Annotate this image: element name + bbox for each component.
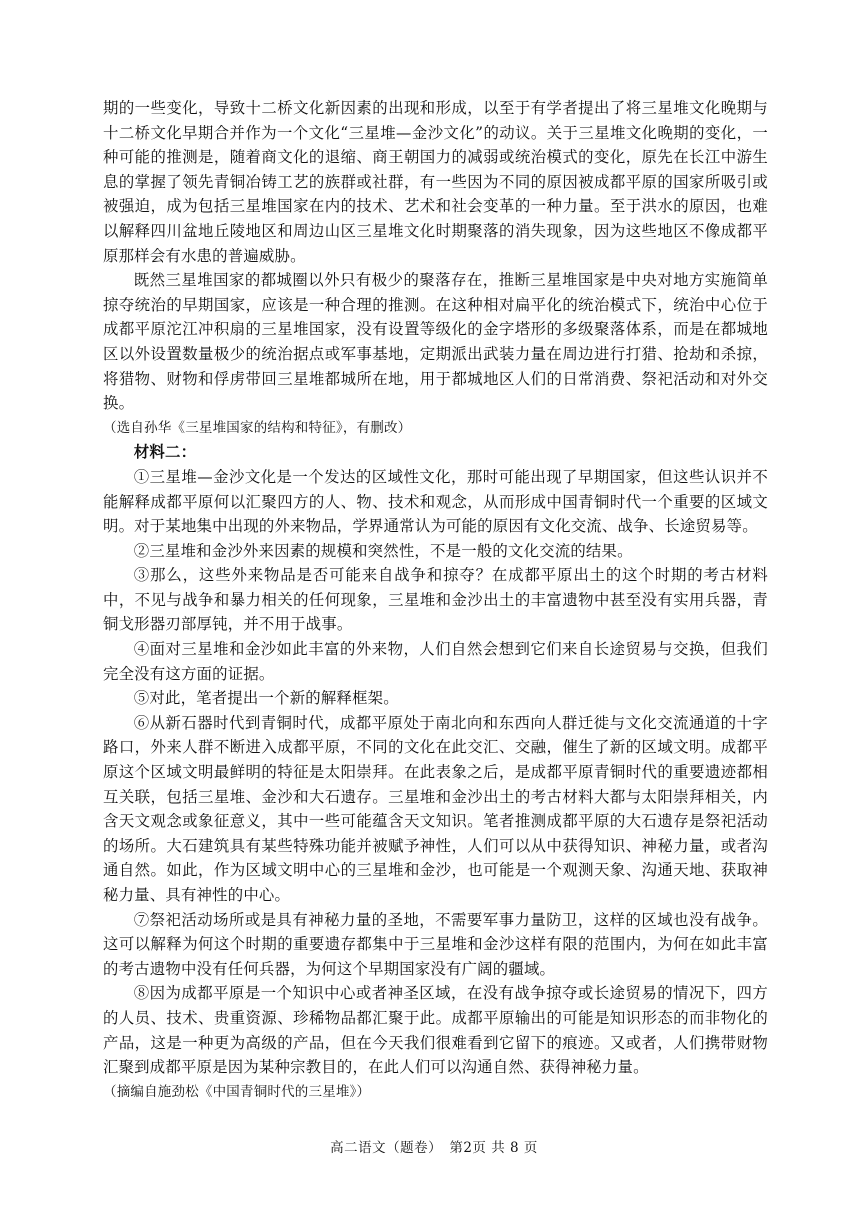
numbered-paragraph-6: ⑥从新石器时代到青铜时代，成都平原处于南北向和东西向人群迁徙与文化交流通道的十字路口，外来人群不断进入成都平原，不同的文化在此交汇、交融，催生了新的区域文明。成都平原这个区域文明最鲜明的特征是太阳崇拜。在此表象之后，是成都平原青铜时代的重要遗迹都相互关联，包括三星堆、金沙和大石遗存。三星堆和金沙出土的考古材料大都与太阳崇拜相关，内含天文观念或象征意义，其中一些可能蕴含天文知识。笔者推测成都平原的大石遗存是祭祀活动的场所。大石建筑具有某些特殊功能并被赋予神性，人们可以从中获得知识、神秘力量，或者沟通自然。如此，作为区域文明中心的三星堆和金沙，也可能是一个观测天象、沟通天地、获取神秘力量、具有神性的中心。	[103, 713, 768, 904]
section-heading-material-2: 材料二：	[133, 443, 197, 462]
numbered-paragraph-7: ⑦祭祀活动场所或是具有神秘力量的圣地，不需要军事力量防卫，这样的区域也没有战争。这可以解释为何这个时期的重要遗存都集中于三星堆和金沙这样有限的范围内，为何在如此丰富的考古遗物中没有任何兵器，为何这个早期国家没有广阔的疆域。	[103, 910, 768, 978]
numbered-paragraph-4: ④面对三星堆和金沙如此丰富的外来物，人们自然会想到它们来自长途贸易与交换，但我们完全没有这方面的证据。	[103, 640, 768, 683]
page-footer: 高二语文（题卷） 第2页 共 8 页	[330, 1140, 538, 1156]
paragraph-continuation: 期的一些变化，导致十二桥文化新因素的出现和形成，以至于有学者提出了将三星堆文化晚期与十二桥文化早期合并作为一个文化“三星堆—金沙文化”的动议。关于三星堆文化晚期的变化，一种可能的推测是，随着商文化的退缩、商王朝国力的减弱或统治模式的变化，原先在长江中游生息的掌握了领先青铜冶铸工艺的族群或社群，有一些因为不同的原因被成都平原的国家所吸引或被强迫，成为包括三星堆国家在内的技术、艺术和社会变革的一种力量。至于洪水的原因，也难以解释四川盆地丘陵地区和周边山区三星堆文化时期聚落的消失现象，因为这些地区不像成都平原那样会有水患的普遍威胁。	[103, 99, 768, 265]
numbered-paragraph-2: ②三星堆和金沙外来因素的规模和突然性，不是一般的文化交流的结果。	[133, 541, 633, 560]
source-citation-2: （摘编自施劲松《中国青铜时代的三星堆》）	[103, 1083, 371, 1100]
numbered-paragraph-3: ③那么，这些外来物品是否可能来自战争和掠夺？在成都平原出土的这个时期的考古材料中，不见与战争和暴力相关的任何现象，三星堆和金沙出土的丰富遗物中甚至没有实用兵器，青铜戈形器刃部厚钝，并不用于战事。	[103, 566, 768, 634]
numbered-paragraph-5: ⑤对此，笔者提出一个新的解释框架。	[133, 689, 399, 708]
source-citation-1: （选自孙华《三星堆国家的结构和特征》，有删改）	[103, 419, 412, 436]
paragraph: 既然三星堆国家的都城圈以外只有极少的聚落存在，推断三星堆国家是中央对地方实施简单掠夺统治的早期国家，应该是一种合理的推测。在这种相对扁平化的统治模式下，统治中心位于成都平原沱江冲积扇的三星堆国家，没有设置等级化的金字塔形的多级聚落体系，而是在都城地区以外设置数量极少的统治据点或军事基地，定期派出武装力量在周边进行打猎、抢劫和杀掠，将猎物、财物和俘虏带回三星堆都城所在地，用于都城地区人们的日常消费、祭祀活动和对外交换。	[103, 271, 768, 413]
numbered-paragraph-8: ⑧因为成都平原是一个知识中心或者神圣区域，在没有战争掠夺或长途贸易的情况下，四方的人员、技术、贵重资源、珍稀物品都汇聚于此。成都平原输出的可能是知识形态的而非物化的产品，这是一种更为高级的产品，但在今天我们很难看到它留下的痕迹。又或者，人们携带财物汇聚到成都平原是因为某种宗教目的，在此人们可以沟通自然、获得神秘力量。	[103, 984, 768, 1077]
document-body	[103, 96, 768, 1104]
numbered-paragraph-1: ①三星堆—金沙文化是一个发达的区域性文化，那时可能出现了早期国家，但这些认识并不能解释成都平原何以汇聚四方的人、物、技术和观念，从而形成中国青铜时代一个重要的区域文明。对于某地集中出现的外来物品，学界通常认为可能的原因有文化交流、战争、长途贸易等。	[103, 467, 768, 536]
